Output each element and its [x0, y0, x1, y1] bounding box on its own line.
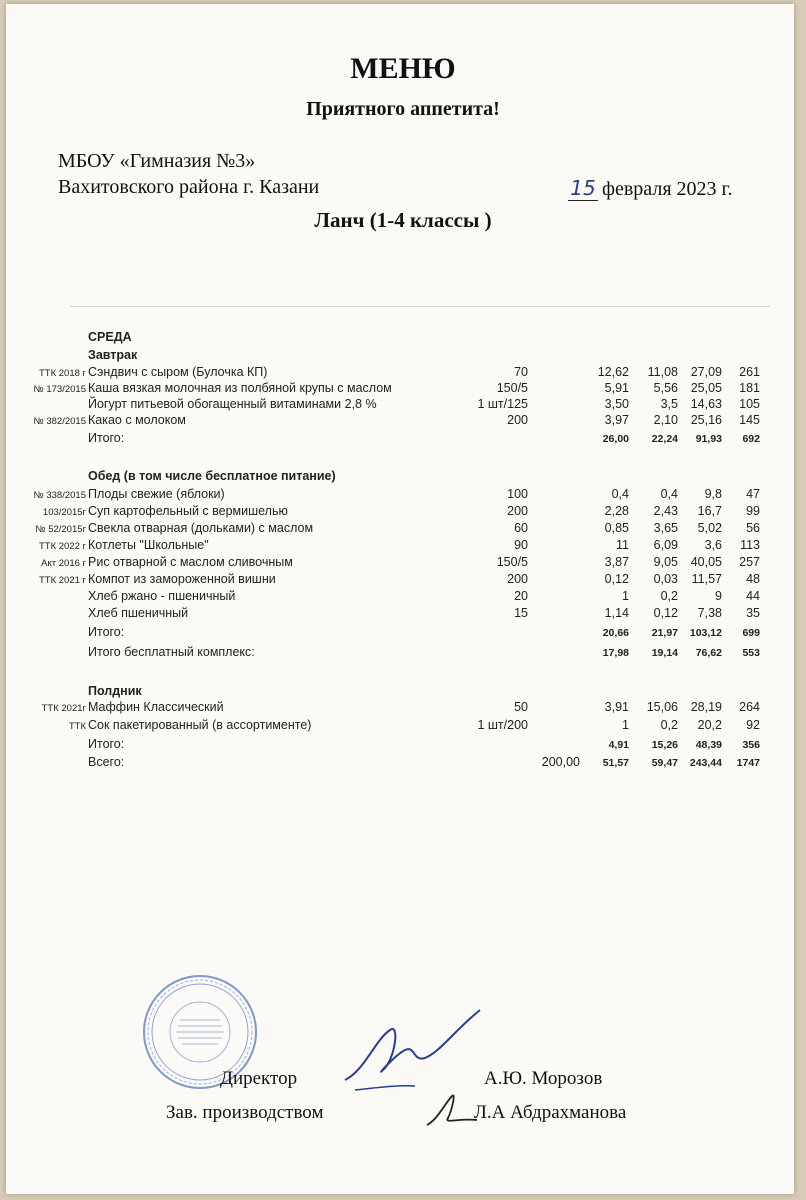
- carbs: 76,62: [695, 647, 722, 659]
- fat: 21,97: [651, 627, 678, 639]
- carbs: 25,05: [690, 381, 722, 395]
- calories: 692: [742, 433, 760, 445]
- breakfast-title: Завтрак: [88, 348, 138, 362]
- school-name: МБОУ «Гимназия №3»: [58, 150, 256, 172]
- fat: 19,14: [651, 647, 678, 659]
- school-district: Вахитовского района г. Казани: [58, 176, 320, 198]
- fat: 0,03: [653, 572, 678, 586]
- calories: 113: [740, 538, 760, 552]
- carbs: 27,09: [690, 365, 722, 379]
- dish-name: Суп картофельный с вермишелью: [88, 504, 288, 518]
- fat: 2,10: [653, 413, 678, 427]
- portion: 150/5: [496, 381, 528, 395]
- day-row: [0, 330, 806, 348]
- calories: 35: [746, 606, 760, 620]
- fat: 3,65: [653, 521, 678, 535]
- free-complex-total-row: [0, 645, 806, 663]
- carbs: 91,93: [695, 433, 722, 445]
- head-title: Зав. производством: [166, 1102, 324, 1123]
- subtotal-label: Итого:: [88, 625, 125, 639]
- recipe-code: ТТК 2021 г: [38, 575, 86, 586]
- carbs: 28,19: [690, 700, 722, 714]
- recipe-code: ТТК 2021г: [41, 703, 86, 714]
- carbs: 11,57: [691, 572, 722, 586]
- protein: 3,97: [604, 413, 629, 427]
- calories: 47: [746, 487, 760, 501]
- calories: 356: [742, 739, 760, 751]
- protein: 3,50: [604, 397, 629, 411]
- portion: 50: [514, 700, 528, 714]
- recipe-code: ТТК: [68, 721, 86, 732]
- section-header: [0, 469, 806, 487]
- table-row: [0, 413, 806, 431]
- portion: 15: [514, 606, 528, 620]
- table-row: [0, 487, 806, 505]
- table-row: [0, 718, 806, 736]
- carbs: 20,2: [697, 718, 722, 732]
- calories: 92: [746, 718, 760, 732]
- fat: 2,43: [653, 504, 678, 518]
- calories: 145: [739, 413, 760, 427]
- portion: 90: [514, 538, 528, 552]
- portion: 150/5: [496, 555, 528, 569]
- table-row: [0, 572, 806, 590]
- dish-name: Сок пакетированный (в ассортименте): [88, 718, 312, 732]
- section-header: [0, 348, 806, 366]
- fat: 0,4: [660, 487, 678, 501]
- dish-name: Плоды свежие (яблоки): [88, 487, 225, 501]
- dish-name: Сэндвич с сыром (Булочка КП): [88, 365, 268, 379]
- carbs: 25,16: [690, 413, 722, 427]
- fat: 0,12: [653, 606, 678, 620]
- portion: 1 шт/200: [477, 718, 528, 732]
- dish-name: Компот из замороженной вишни: [88, 572, 276, 586]
- protein: 0,85: [604, 521, 629, 535]
- calories: 56: [746, 521, 760, 535]
- fat: 15,06: [646, 700, 678, 714]
- protein: 0,12: [604, 572, 629, 586]
- subtotal-label: Итого:: [88, 737, 125, 751]
- protein: 1: [622, 589, 629, 603]
- portion: 200: [507, 504, 528, 518]
- subtotal-row: [0, 737, 806, 755]
- portion: 1 шт/125: [477, 397, 528, 411]
- head-name: Л.А Абдрахманова: [474, 1102, 627, 1123]
- free-total-label: Итого бесплатный комплекс:: [88, 645, 255, 659]
- date-month-year: февраля 2023 г.: [602, 178, 733, 200]
- protein: 11: [616, 538, 629, 552]
- divider: [70, 306, 770, 307]
- protein: 0,4: [611, 487, 629, 501]
- recipe-code: ТТК 2018 г: [38, 368, 86, 379]
- director-signature-icon: [335, 1000, 485, 1100]
- menu-title: МЕНЮ: [350, 52, 456, 85]
- recipe-code: № 173/2015: [33, 384, 86, 395]
- calories: 1747: [736, 757, 760, 769]
- subtotal-row: [0, 625, 806, 643]
- recipe-code: 103/2015г: [42, 507, 86, 518]
- portion: 20: [514, 589, 528, 603]
- fat: 0,2: [660, 589, 678, 603]
- portion: 60: [514, 521, 528, 535]
- portion: 200: [507, 572, 528, 586]
- recipe-code: Акт 2016 г: [41, 558, 86, 569]
- portion: 100: [507, 487, 528, 501]
- table-row: [0, 538, 806, 556]
- table-row: [0, 606, 806, 624]
- grand-total-sum: 200,00: [541, 755, 580, 769]
- table-row: [0, 555, 806, 573]
- protein: 5,91: [604, 381, 629, 395]
- fat: 59,47: [651, 757, 678, 769]
- fat: 9,05: [653, 555, 678, 569]
- meal-plan-title: Ланч (1-4 классы ): [314, 208, 492, 232]
- date-day-handwritten: 15: [568, 176, 598, 201]
- subtotal-label: Итого:: [88, 431, 125, 445]
- recipe-code: № 338/2015: [33, 490, 86, 501]
- dish-name: Хлеб ржано - пшеничный: [88, 589, 236, 603]
- portion: 70: [514, 365, 528, 379]
- fat: 22,24: [651, 433, 678, 445]
- protein: 3,91: [604, 700, 629, 714]
- table-row: [0, 504, 806, 522]
- subtotal-row: [0, 431, 806, 449]
- protein: 12,62: [597, 365, 629, 379]
- calories: 699: [742, 627, 760, 639]
- day-label: СРЕДА: [88, 330, 132, 344]
- calories: 105: [739, 397, 760, 411]
- protein: 26,00: [602, 433, 629, 445]
- carbs: 14,63: [690, 397, 722, 411]
- protein: 4,91: [608, 739, 629, 751]
- director-title: Директор: [220, 1068, 298, 1089]
- table-row: [0, 521, 806, 539]
- fat: 3,5: [660, 397, 678, 411]
- grand-total-label: Всего:: [88, 755, 125, 769]
- head-signature-icon: [422, 1090, 482, 1130]
- protein: 1: [622, 718, 629, 732]
- protein: 17,98: [602, 647, 629, 659]
- protein: 51,57: [602, 757, 629, 769]
- protein: 3,87: [604, 555, 629, 569]
- dish-name: Свекла отварная (дольками) с маслом: [88, 521, 314, 535]
- director-name: А.Ю. Морозов: [484, 1068, 603, 1089]
- calories: 99: [746, 504, 760, 518]
- recipe-code: № 52/2015г: [35, 524, 86, 535]
- lunch-title: Обед (в том числе бесплатное питание): [88, 469, 336, 483]
- dish-name: Какао с молоком: [88, 413, 186, 427]
- carbs: 3,6: [704, 538, 722, 552]
- calories: 257: [739, 555, 760, 569]
- calories: 44: [746, 589, 760, 603]
- table-row: [0, 700, 806, 718]
- portion: 200: [507, 413, 528, 427]
- recipe-code: № 382/2015: [33, 416, 86, 427]
- carbs: 40,05: [690, 555, 722, 569]
- carbs: 243,44: [689, 757, 722, 769]
- fat: 0,2: [660, 718, 678, 732]
- carbs: 7,38: [697, 606, 722, 620]
- dish-name: Маффин Классический: [88, 700, 224, 714]
- carbs: 5,02: [697, 521, 722, 535]
- fat: 15,26: [651, 739, 678, 751]
- carbs: 9,8: [704, 487, 722, 501]
- menu-subtitle: Приятного аппетита!: [306, 98, 500, 120]
- calories: 261: [739, 365, 760, 379]
- dish-name: Каша вязкая молочная из полбяной крупы с маслом: [88, 381, 392, 395]
- calories: 48: [746, 572, 760, 586]
- fat: 6,09: [653, 538, 678, 552]
- grand-total-row: [0, 755, 806, 773]
- dish-name: Хлеб пшеничный: [88, 606, 189, 620]
- dish-name: Рис отварной с маслом сливочным: [88, 555, 293, 569]
- snack-title: Полдник: [88, 684, 142, 698]
- fat: 5,56: [653, 381, 678, 395]
- carbs: 16,7: [697, 504, 722, 518]
- carbs: 103,12: [689, 627, 722, 639]
- calories: 264: [739, 700, 760, 714]
- table-row: [0, 589, 806, 607]
- protein: 2,28: [604, 504, 629, 518]
- carbs: 48,39: [695, 739, 722, 751]
- protein: 20,66: [602, 627, 629, 639]
- calories: 553: [742, 647, 760, 659]
- menu-date: [568, 176, 732, 201]
- recipe-code: ТТК 2022 г: [38, 541, 86, 552]
- dish-name: Йогурт питьевой обогащенный витаминами 2,8 %: [88, 397, 377, 411]
- protein: 1,14: [604, 606, 629, 620]
- carbs: 9: [715, 589, 722, 603]
- calories: 181: [739, 381, 760, 395]
- fat: 11,08: [647, 365, 678, 379]
- dish-name: Котлеты "Школьные": [88, 538, 209, 552]
